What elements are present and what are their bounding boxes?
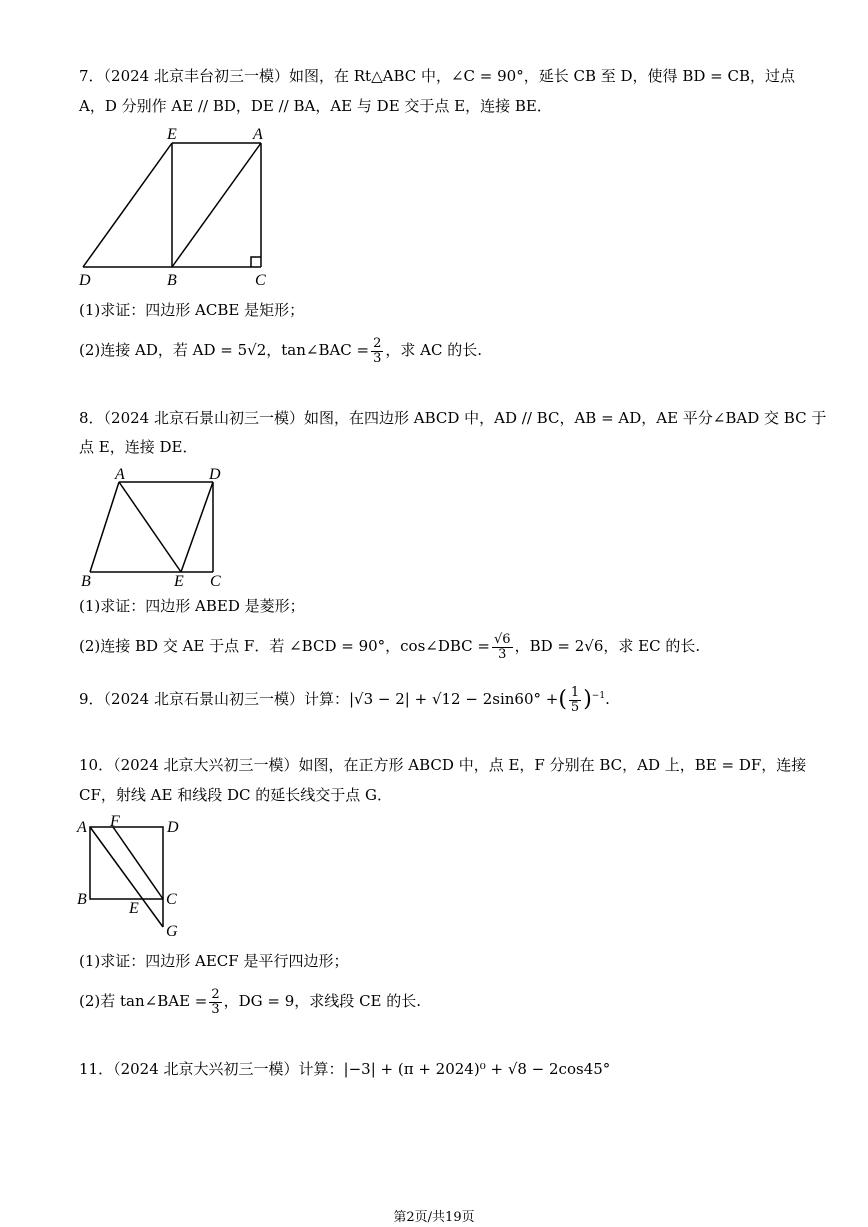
fraction-denominator: 3 bbox=[498, 646, 507, 662]
problem-8-q1: (1)求证：四边形 ABED 是菱形； bbox=[79, 597, 305, 615]
label-A: A bbox=[115, 466, 125, 483]
p9-text-a: 9．（2024 北京石景山初三一模）计算：|√3 − 2| + √12 − 2sin60° + bbox=[79, 690, 559, 708]
fraction bbox=[371, 337, 383, 366]
q2-text-b: ，DG = 9，求线段 CE 的长. bbox=[223, 992, 422, 1010]
q2-text-b: ，BD = 2√6，求 EC 的长. bbox=[514, 637, 701, 655]
label-C: C bbox=[255, 272, 266, 289]
problem-10-q1: (1)求证：四边形 AECF 是平行四边形； bbox=[79, 952, 349, 970]
problem-10-line2: CF，射线 AE 和线段 DC 的延长线交于点 G． bbox=[79, 786, 392, 804]
q2-text-a: (2)连接 AD，若 AD = 5√2，tan∠BAC = bbox=[79, 341, 370, 359]
label-D: D bbox=[79, 272, 91, 289]
q2-text-b: ，求 AC 的长. bbox=[385, 341, 483, 359]
label-D: D bbox=[167, 819, 179, 836]
problem-7-line2: A，D 分别作 AE // BD，DE // BA，AE 与 DE 交于点 E，连接 BE． bbox=[79, 97, 552, 115]
label-C: C bbox=[210, 573, 221, 590]
fraction-denominator: 3 bbox=[373, 350, 382, 366]
fraction bbox=[492, 633, 513, 662]
label-A: A bbox=[77, 819, 87, 836]
fraction-numerator: 2 bbox=[211, 986, 220, 1002]
label-A: A bbox=[253, 126, 263, 143]
label-F: F bbox=[110, 813, 120, 830]
problem-7-q1: (1)求证：四边形 ACBE 是矩形； bbox=[79, 301, 305, 319]
problem-8-line1: 8．（2024 北京石景山初三一模）如图，在四边形 ABCD 中，AD // BC，AB = AD，AE 平分∠BAD 交 BC 于 bbox=[79, 409, 827, 427]
problem-10-figure bbox=[75, 812, 195, 942]
problem-8-q2 bbox=[79, 628, 700, 664]
fraction-numerator: √6 bbox=[494, 631, 511, 647]
fraction-numerator: 1 bbox=[570, 684, 580, 700]
fraction-numerator: 2 bbox=[373, 335, 382, 351]
problem-10-q2 bbox=[79, 983, 421, 1019]
label-E: E bbox=[174, 573, 184, 590]
page-footer: 第2页/共19页 bbox=[393, 1210, 475, 1225]
q2-text-a: (2)若 tan∠BAE = bbox=[79, 992, 208, 1010]
exponent: −1 bbox=[591, 691, 606, 701]
label-B: B bbox=[167, 272, 177, 289]
fraction bbox=[209, 988, 221, 1017]
fraction-denominator: 3 bbox=[211, 1001, 220, 1017]
label-E: E bbox=[129, 900, 139, 917]
label-B: B bbox=[77, 891, 87, 908]
problem-11: 11．（2024 北京大兴初三一模）计算：|−3| + (π + 2024)⁰ + √8 − 2cos45° bbox=[79, 1060, 611, 1078]
problem-7-line1: 7．（2024 北京丰台初三一模）如图，在 Rt△ABC 中，∠C = 90°，延长 CB 至 D，使得 BD = CB，过点 bbox=[79, 67, 795, 85]
problem-7-figure bbox=[75, 122, 285, 292]
problem-7-q2 bbox=[79, 332, 482, 368]
p9-text-b: . bbox=[605, 690, 610, 708]
label-D: D bbox=[209, 466, 221, 483]
label-C: C bbox=[166, 891, 177, 908]
problem-10-line1: 10．（2024 北京大兴初三一模）如图，在正方形 ABCD 中，点 E，F 分别在 BC，AD 上，BE = DF，连接 bbox=[79, 756, 807, 774]
problem-9 bbox=[79, 678, 610, 718]
label-B: B bbox=[81, 573, 91, 590]
fraction bbox=[569, 686, 581, 715]
label-E: E bbox=[167, 126, 177, 143]
q2-text-a: (2)连接 BD 交 AE 于点 F．若 ∠BCD = 90°，cos∠DBC = bbox=[79, 637, 490, 655]
problem-8-figure bbox=[75, 462, 235, 592]
paren-open: ( bbox=[558, 687, 567, 712]
fraction-denominator: 5 bbox=[570, 699, 580, 715]
label-G: G bbox=[166, 923, 178, 940]
paren-close: ) bbox=[583, 687, 592, 712]
problem-8-line2: 点 E，连接 DE． bbox=[79, 438, 198, 456]
